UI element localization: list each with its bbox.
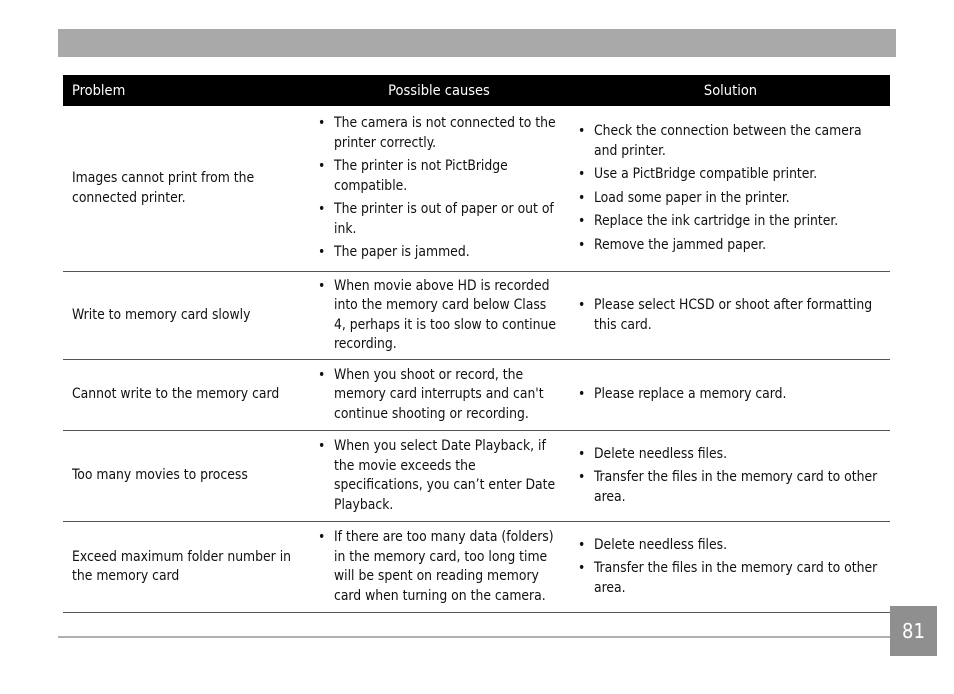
solution-cell bbox=[571, 272, 890, 359]
solution-cell bbox=[571, 522, 890, 612]
solution-item bbox=[577, 559, 880, 598]
cause-text: When you shoot or record, the memory card interrupts and can't continue shooting or recording. bbox=[334, 366, 544, 422]
cause-text: The paper is jammed. bbox=[334, 244, 470, 261]
solution-item bbox=[577, 165, 880, 185]
problem-text: Images cannot print from the connected printer. bbox=[72, 170, 255, 206]
problem-cell bbox=[63, 272, 307, 359]
solution-text: Transfer the files in the memory card to other area. bbox=[594, 560, 878, 596]
header-solution: Solution bbox=[703, 82, 758, 99]
cause-item bbox=[317, 200, 561, 239]
solution-text: Load some paper in the printer. bbox=[594, 189, 790, 206]
problem-cell bbox=[63, 431, 307, 521]
bullet-icon: • bbox=[578, 536, 586, 553]
cause-text: When you select Date Playback, if the movie exceeds the specifications, you can’t enter Date Playback. bbox=[334, 438, 556, 513]
table-row bbox=[63, 360, 890, 431]
bullet-icon: • bbox=[578, 123, 586, 139]
problem-cell bbox=[63, 360, 307, 430]
cause-item bbox=[317, 366, 561, 425]
cause-cell bbox=[307, 106, 571, 271]
cause-cell bbox=[307, 360, 571, 430]
problem-cell bbox=[63, 522, 307, 612]
solution-item bbox=[577, 385, 880, 405]
bullet-icon: • bbox=[578, 236, 586, 253]
solution-text: Please replace a memory card. bbox=[594, 386, 787, 403]
bullet-icon: • bbox=[578, 469, 586, 486]
bullet-icon: • bbox=[578, 560, 586, 577]
cause-text: The printer is out of paper or out of ink. bbox=[334, 201, 554, 237]
solution-item bbox=[577, 236, 880, 256]
header-band bbox=[58, 29, 896, 57]
cause-item bbox=[317, 243, 561, 263]
bullet-icon: • bbox=[578, 166, 586, 182]
solution-text: Check the connection between the camera and printer. bbox=[594, 123, 862, 159]
bullet-icon: • bbox=[578, 445, 586, 462]
cause-text: If there are too many data (folders) in the memory card, too long time will be spent on reading memory card when turning on the camera. bbox=[334, 529, 554, 604]
cause-item bbox=[317, 114, 561, 153]
solution-text: Remove the jammed paper. bbox=[594, 236, 767, 253]
solution-item bbox=[577, 189, 880, 209]
bullet-icon: • bbox=[318, 366, 326, 383]
header-problem: Problem bbox=[72, 82, 126, 99]
header-causes: Possible causes bbox=[388, 82, 490, 99]
solution-item bbox=[577, 536, 880, 556]
problem-text: Write to memory card slowly bbox=[72, 306, 251, 323]
solution-item bbox=[577, 122, 880, 161]
solution-cell bbox=[571, 106, 890, 271]
cause-item bbox=[317, 437, 561, 515]
bullet-icon: • bbox=[318, 277, 326, 294]
problem-text: Cannot write to the memory card bbox=[72, 386, 280, 403]
bullet-icon: • bbox=[318, 115, 326, 132]
bullet-icon: • bbox=[318, 438, 326, 454]
bullet-icon: • bbox=[318, 201, 326, 218]
cause-cell bbox=[307, 272, 571, 359]
cause-cell bbox=[307, 522, 571, 612]
solution-cell bbox=[571, 360, 890, 430]
problem-cell bbox=[63, 106, 307, 271]
solution-item bbox=[577, 212, 880, 232]
cause-text: The camera is not connected to the printer correctly. bbox=[334, 115, 556, 151]
troubleshooting-table bbox=[63, 75, 890, 613]
solution-text: Please select HCSD or shoot after formatting this card. bbox=[594, 297, 873, 333]
cause-text: When movie above HD is recorded into the memory card below Class 4, perhaps it is too slow to continue recording. bbox=[334, 277, 556, 352]
footer-rule bbox=[58, 636, 890, 638]
table-header bbox=[63, 75, 890, 106]
cause-item bbox=[317, 277, 561, 355]
solution-cell bbox=[571, 431, 890, 521]
table-body bbox=[63, 106, 890, 613]
cause-item bbox=[317, 157, 561, 196]
solution-item bbox=[577, 445, 880, 465]
solution-text: Replace the ink cartridge in the printer. bbox=[594, 213, 839, 229]
bullet-icon: • bbox=[578, 213, 586, 229]
table-row bbox=[63, 106, 890, 272]
solution-text: Delete needless files. bbox=[594, 445, 728, 462]
solution-text: Delete needless files. bbox=[594, 536, 728, 553]
page-number: 81 bbox=[890, 606, 937, 656]
solution-text: Use a PictBridge compatible printer. bbox=[594, 166, 818, 182]
bullet-icon: • bbox=[578, 189, 586, 206]
bullet-icon: • bbox=[578, 297, 586, 313]
solution-item bbox=[577, 468, 880, 507]
problem-text: Exceed maximum folder number in the memory card bbox=[72, 548, 292, 584]
cause-text: The printer is not PictBridge compatible. bbox=[334, 158, 508, 194]
cause-cell bbox=[307, 431, 571, 521]
bullet-icon: • bbox=[318, 529, 326, 545]
bullet-icon: • bbox=[578, 386, 586, 403]
table-row bbox=[63, 522, 890, 613]
problem-text: Too many movies to process bbox=[72, 467, 248, 484]
solution-item bbox=[577, 296, 880, 335]
bullet-icon: • bbox=[318, 244, 326, 261]
table-row bbox=[63, 272, 890, 360]
bullet-icon: • bbox=[318, 158, 326, 175]
table-row bbox=[63, 431, 890, 522]
solution-text: Transfer the files in the memory card to other area. bbox=[594, 469, 878, 505]
cause-item bbox=[317, 528, 561, 606]
